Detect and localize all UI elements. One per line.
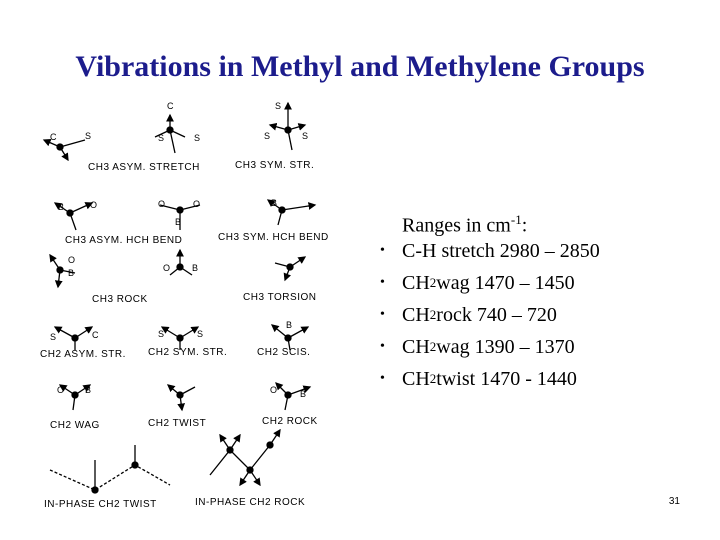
list-item	[380, 267, 710, 299]
svg-text:B: B	[85, 385, 92, 395]
svg-text:C: C	[50, 132, 57, 142]
svg-text:B: B	[175, 217, 182, 227]
list-item	[380, 299, 710, 331]
svg-text:O: O	[57, 385, 65, 395]
svg-text:O: O	[163, 263, 171, 273]
range-post: rock 740 – 720	[436, 304, 557, 326]
range-post: wag 1390 – 1370	[436, 336, 575, 358]
svg-text:S: S	[50, 332, 57, 342]
label-ch3-sym-str: CH3 SYM. STR.	[235, 160, 315, 171]
ranges-panel	[380, 205, 710, 395]
range-post: wag 1470 – 1450	[436, 272, 575, 294]
svg-text:O: O	[158, 199, 166, 209]
range-sub: 2	[429, 339, 437, 354]
svg-text:S: S	[302, 131, 309, 141]
vibration-modes-svg	[30, 95, 360, 520]
label-ch2-twist: CH2 TWIST	[148, 418, 207, 429]
label-ch2-asym-str: CH2 ASYM. STR.	[40, 349, 126, 360]
svg-text:O: O	[90, 200, 98, 210]
svg-text:O: O	[270, 385, 278, 395]
label-ch3-asym-hch-bend: CH3 ASYM. HCH BEND	[65, 235, 183, 246]
svg-text:S: S	[197, 329, 204, 339]
ranges-heading	[402, 205, 710, 235]
label-ch2-sym-str: CH2 SYM. STR.	[148, 347, 228, 358]
label-inphase-twist: IN-PHASE CH2 TWIST	[44, 499, 157, 510]
ch3-rock-torsion-sketch	[50, 250, 305, 287]
svg-text:B: B	[58, 202, 65, 212]
page-number: 31	[668, 496, 680, 507]
label-ch3-torsion: CH3 TORSION	[243, 292, 317, 303]
label-ch2-rock: CH2 ROCK	[262, 416, 318, 427]
svg-text:O: O	[68, 255, 76, 265]
svg-text:B: B	[286, 320, 293, 330]
label-ch3-rock: CH3 ROCK	[92, 294, 148, 305]
bullet-icon: •	[380, 243, 385, 258]
label-ch2-wag: CH2 WAG	[50, 420, 100, 431]
svg-text:B: B	[192, 263, 199, 273]
label-inphase-rock: IN-PHASE CH2 ROCK	[195, 497, 306, 508]
svg-text:B: B	[300, 389, 307, 399]
svg-text:S: S	[194, 133, 201, 143]
svg-text:S: S	[85, 131, 92, 141]
range-text: C-H stretch 2980 – 2850	[402, 240, 600, 262]
ranges-list	[380, 235, 710, 395]
bullet-icon: •	[380, 371, 385, 386]
range-sub: 2	[429, 307, 437, 322]
list-item	[380, 235, 710, 267]
range-sub: 2	[429, 371, 437, 386]
list-item	[380, 331, 710, 363]
svg-text:B: B	[271, 198, 278, 208]
bullet-icon: •	[380, 307, 385, 322]
label-ch2-scis: CH2 SCIS.	[257, 347, 311, 358]
svg-text:C: C	[167, 101, 174, 111]
range-text: CH	[402, 368, 430, 390]
inphase-chain-sketch	[50, 430, 280, 493]
label-ch3-sym-hch-bend: CH3 SYM. HCH BEND	[218, 232, 329, 243]
svg-text:S: S	[275, 101, 282, 111]
ranges-heading-sup: -1	[510, 212, 522, 227]
svg-text:C: C	[92, 330, 99, 340]
svg-text:S: S	[158, 133, 165, 143]
bullet-icon: •	[380, 275, 385, 290]
svg-text:O: O	[193, 199, 201, 209]
vibration-modes-diagram	[30, 95, 360, 520]
svg-text:B: B	[68, 268, 75, 278]
label-ch3-asym-stretch: CH3 ASYM. STRETCH	[88, 162, 200, 173]
range-sub: 2	[429, 275, 437, 290]
ranges-heading-colon: :	[521, 214, 528, 237]
list-item	[380, 363, 710, 395]
range-post: twist 1470 - 1440	[436, 368, 577, 390]
bullet-icon: •	[380, 339, 385, 354]
range-text: CH	[402, 304, 430, 326]
slide-title: Vibrations in Methyl and Methylene Groups	[75, 50, 645, 83]
svg-text:S: S	[158, 329, 165, 339]
range-text: CH	[402, 272, 430, 294]
ranges-heading-text: Ranges in cm	[402, 214, 511, 237]
range-text: CH	[402, 336, 430, 358]
svg-text:S: S	[264, 131, 271, 141]
